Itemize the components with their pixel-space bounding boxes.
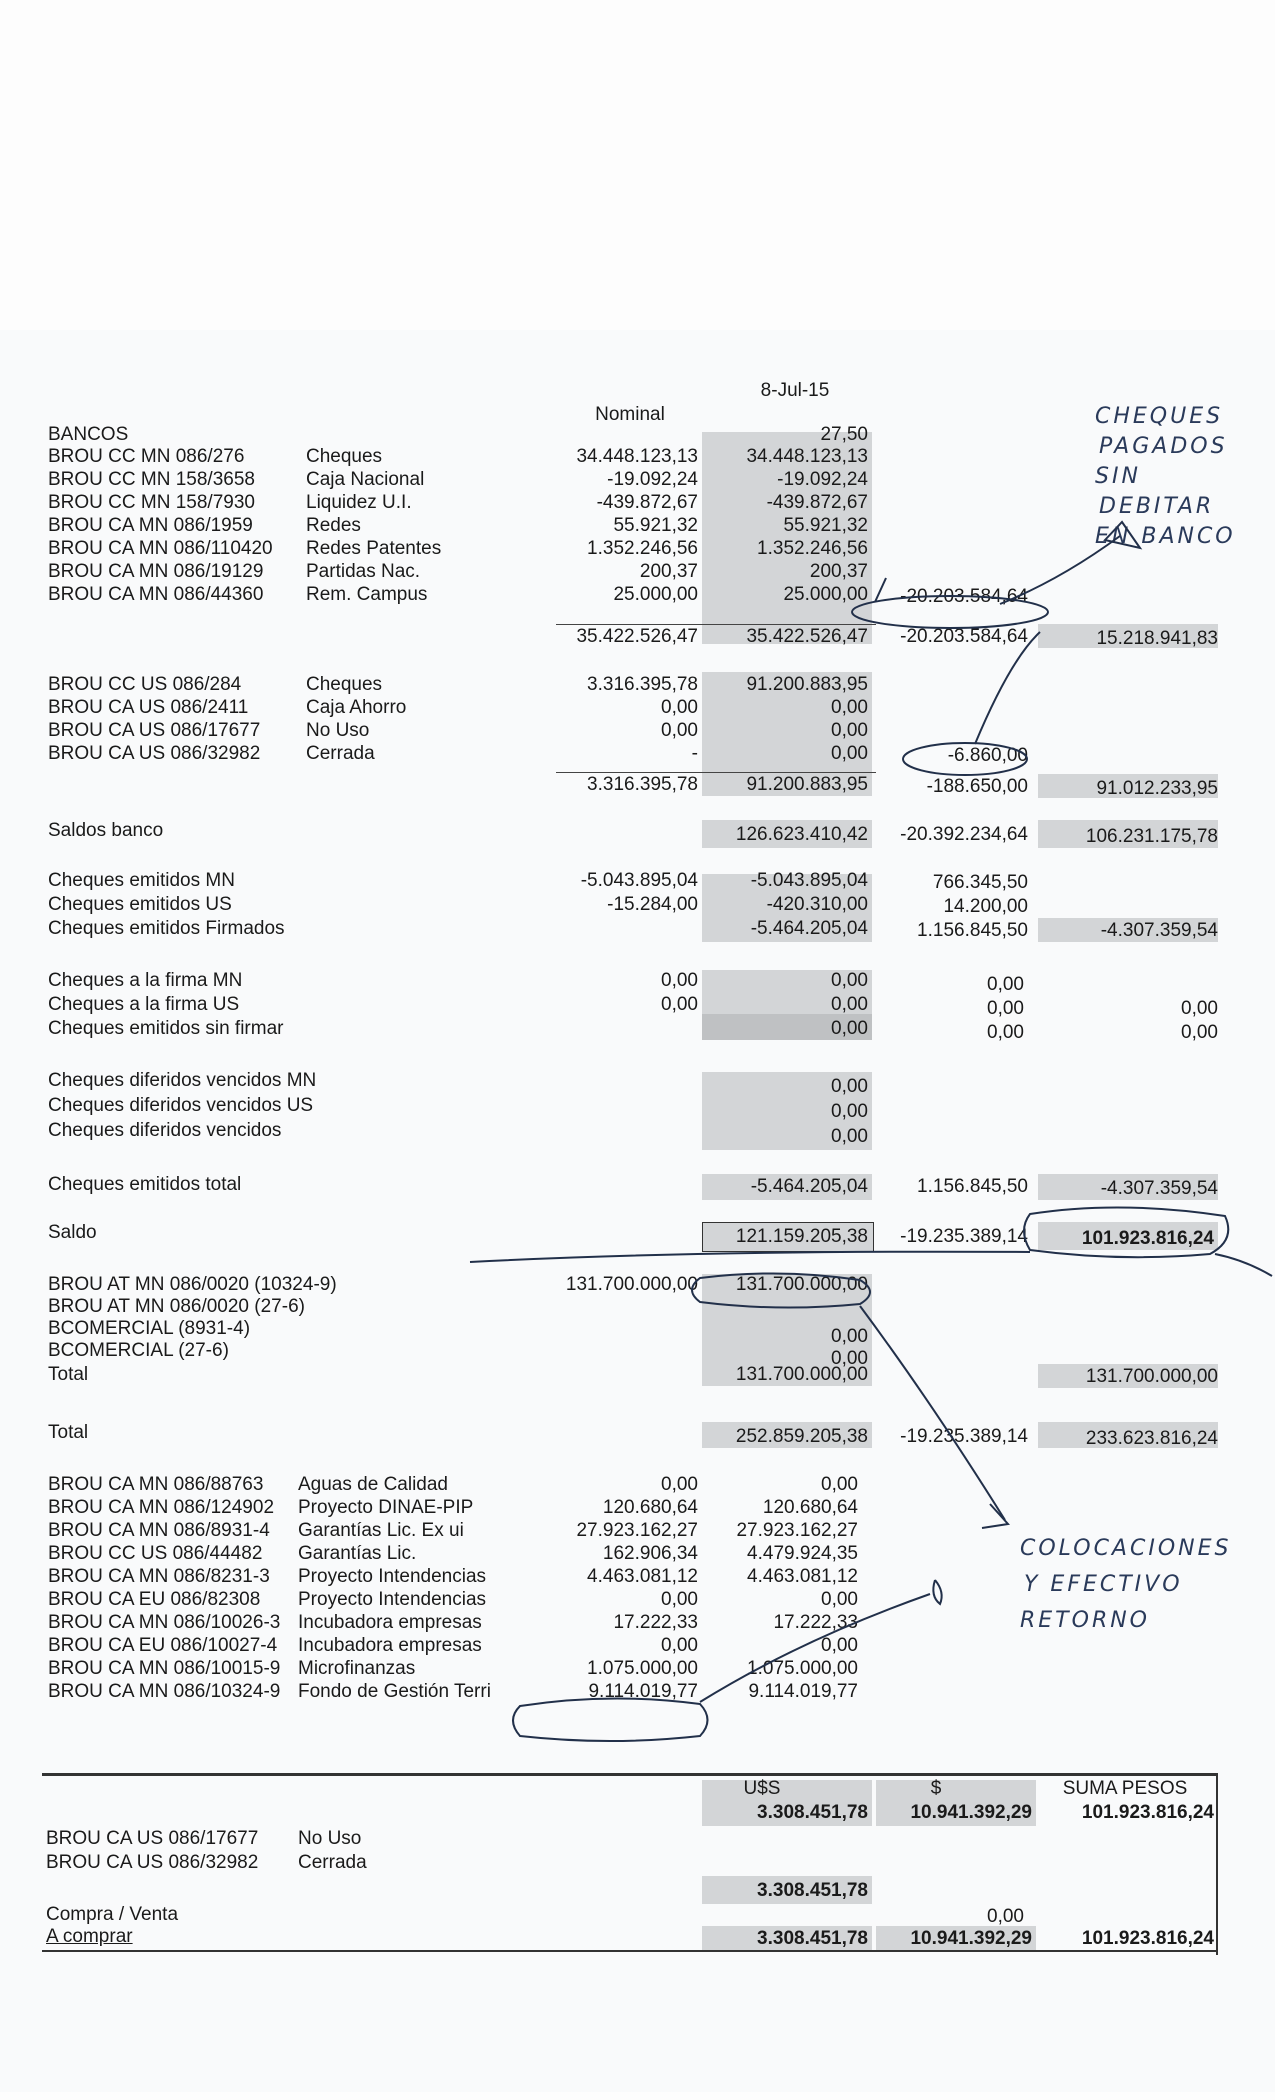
account-desc: Redes Patentes: [306, 538, 442, 559]
nominal-value: 131.700.000,00: [565, 1274, 698, 1295]
pesos-value: 1.352.246,56: [757, 538, 868, 559]
account-code: BROU CA EU 086/82308: [48, 1589, 261, 1610]
account-desc: Partidas Nac.: [306, 561, 421, 582]
pesos-value: 0,00: [831, 697, 868, 718]
pesos-value: 4.463.081,12: [747, 1566, 858, 1587]
a-comprar-label: A comprar: [46, 1926, 133, 1947]
account-code: BROU CA US 086/17677: [46, 1828, 259, 1849]
account-desc: No Uso: [306, 720, 370, 741]
account-code: BROU CA US 086/17677: [48, 720, 261, 741]
pesos-value: 120.680,64: [762, 1497, 858, 1518]
account-desc: Incubadora empresas: [298, 1635, 482, 1656]
nominal-value: 9.114.019,77: [588, 1681, 698, 1702]
cheques-label: Cheques emitidos MN: [48, 870, 235, 891]
account-desc: Cerrada: [306, 743, 375, 764]
bancos-title: BANCOS: [48, 424, 129, 445]
account-code: BROU CA MN 086/10015-9: [48, 1658, 281, 1679]
cheques-label: Cheques emitidos US: [48, 894, 232, 915]
pesos-value: 0,00: [821, 1474, 858, 1495]
account-code: BROU CC MN 158/3658: [48, 469, 255, 490]
handwritten-line: COLOCACIONES: [1020, 1536, 1232, 1561]
account-desc: No Uso: [298, 1828, 362, 1849]
account-code: BROU CC US 086/284: [48, 674, 242, 695]
grand-total-adj: -19.235.389,14: [900, 1426, 1028, 1447]
account-desc: Cheques: [306, 446, 383, 467]
pesos-value: 0,00: [831, 1348, 868, 1369]
nominal-value: 162.906,34: [602, 1543, 698, 1564]
nominal-value: 0,00: [661, 697, 698, 718]
mn-total-adj: -20.203.584,64: [900, 626, 1028, 647]
pesos-value: 17.222,33: [773, 1612, 858, 1633]
account-code: BROU CA MN 086/1959: [48, 515, 253, 536]
pesos-value: 0,00: [831, 720, 868, 741]
cheques-total-label: Cheques emitidos total: [48, 1174, 242, 1195]
grand-total-label: Total: [48, 1422, 89, 1443]
nominal-value: 0,00: [661, 970, 698, 991]
cheques-total-pesos: -5.464.205,04: [750, 1176, 868, 1197]
handwritten-line: PAGADOS: [1099, 434, 1228, 459]
colocaciones-total-label: Total: [48, 1364, 89, 1385]
a-comprar-suma: 101.923.816,24: [1081, 1928, 1214, 1949]
nominal-value: 1.352.246,56: [587, 538, 698, 559]
exchange-rate: 27,50: [820, 424, 868, 445]
nominal-value: 0,00: [661, 1474, 698, 1495]
nominal-header: Nominal: [595, 404, 665, 425]
pesos-value: 0,00: [821, 1635, 858, 1656]
account-desc: Proyecto Intendencias: [298, 1566, 487, 1587]
account-desc: Fondo de Gestión Terri: [298, 1681, 491, 1702]
nominal-value: 4.463.081,12: [587, 1566, 698, 1587]
nominal-value: 0,00: [661, 1589, 698, 1610]
account-desc: Redes: [306, 515, 361, 536]
account-code: BROU CA MN 086/124902: [48, 1497, 275, 1518]
adjustment-value: -6.860,00: [947, 745, 1028, 766]
us-subtotal-line: [556, 772, 876, 773]
handwritten-line: EN BANCO: [1095, 524, 1236, 549]
account-code: BROU CC MN 158/7930: [48, 492, 255, 513]
adjustment-value: -20.203.584,64: [900, 586, 1028, 607]
grand-total-pesos: 252.859.205,38: [735, 1426, 868, 1447]
grand-total-result: 233.623.816,24: [1085, 1428, 1218, 1449]
pesos-value: 27.923.162,27: [736, 1520, 858, 1541]
nominal-value: 1.075.000,00: [587, 1658, 698, 1679]
account-desc: Microfinanzas: [298, 1658, 416, 1679]
us-total-adj: -188.650,00: [926, 776, 1028, 797]
account-desc: Cerrada: [298, 1852, 367, 1873]
account-code: BROU CC US 086/44482: [48, 1543, 263, 1564]
nominal-value: 0,00: [661, 994, 698, 1015]
compra-venta-label: Compra / Venta: [46, 1904, 179, 1925]
cheques-label: Cheques a la firma US: [48, 994, 240, 1015]
mn-total-nominal: 35.422.526,47: [576, 626, 698, 647]
nominal-value: 17.222,33: [613, 1612, 698, 1633]
pesos-value: 91.200.883,95: [746, 674, 868, 695]
nominal-value: -19.092,24: [607, 469, 698, 490]
summary-top-rule: [42, 1774, 1218, 1776]
account-code: BROU CA US 086/2411: [48, 697, 249, 718]
account-desc: Incubadora empresas: [298, 1612, 482, 1633]
nominal-value: 55.921,32: [613, 515, 698, 536]
nominal-value: 0,00: [661, 1635, 698, 1656]
adjustment-value: 766.345,50: [932, 872, 1028, 893]
handwritten-line: RETORNO: [1020, 1608, 1151, 1633]
saldos-banco-adj: -20.392.234,64: [900, 824, 1028, 845]
pesos-value: 0,00: [831, 970, 868, 991]
account-code: BROU CA MN 086/8931-4: [48, 1520, 270, 1541]
saldo-adj: -19.235.389,14: [900, 1226, 1028, 1247]
nominal-value: 3.316.395,78: [587, 674, 698, 695]
pesos-value: -19.092,24: [777, 469, 868, 490]
adjustment-value: 0,00: [987, 998, 1024, 1019]
pesos-value: 55.921,32: [783, 515, 868, 536]
account-desc: Caja Ahorro: [306, 697, 407, 718]
nominal-value: -15.284,00: [607, 894, 698, 915]
pesos-value: 0,00: [821, 1589, 858, 1610]
pesos-value: -439.872,67: [766, 492, 868, 513]
summary-header-pesos: $: [930, 1778, 942, 1799]
pesos-value: 0,00: [831, 1326, 868, 1347]
pesos-value: 25.000,00: [783, 584, 868, 605]
colocacion-label: BROU AT MN 086/0020 (27-6): [48, 1296, 305, 1317]
account-desc: Cheques: [306, 674, 383, 695]
account-code: BROU CA MN 086/8231-3: [48, 1566, 270, 1587]
compra-venta-pesos: 0,00: [987, 1906, 1024, 1927]
account-code: BROU CA EU 086/10027-4: [48, 1635, 278, 1656]
handwritten-line: DEBITAR: [1099, 494, 1215, 519]
pesos-value: 0,00: [831, 1101, 868, 1122]
result-value: 0,00: [1181, 998, 1218, 1019]
adjustment-value: 0,00: [987, 1022, 1024, 1043]
result-value: -4.307.359,54: [1100, 920, 1218, 941]
account-desc: Garantías Lic.: [298, 1543, 417, 1564]
us-total-pesos: 91.200.883,95: [746, 774, 868, 795]
summary-bottom-rule: [42, 1950, 1218, 1952]
summary-top-usd: 3.308.451,78: [757, 1802, 868, 1823]
pesos-value: -420.310,00: [766, 894, 868, 915]
account-code: BROU CA MN 086/88763: [48, 1474, 264, 1495]
us-total-result: 91.012.233,95: [1096, 778, 1218, 799]
account-desc: Caja Nacional: [306, 469, 425, 490]
account-desc: Proyecto Intendencias: [298, 1589, 487, 1610]
summary-header-suma: SUMA PESOS: [1062, 1778, 1188, 1799]
nominal-value: 0,00: [661, 720, 698, 741]
pesos-value: 0,00: [831, 1126, 868, 1147]
cheques-label: Cheques diferidos vencidos US: [48, 1095, 314, 1116]
mn-total-result: 15.218.941,83: [1096, 628, 1218, 649]
saldos-banco-label: Saldos banco: [48, 820, 164, 841]
saldo-label: Saldo: [48, 1222, 97, 1243]
summary-header-usd: U$S: [743, 1778, 781, 1799]
handwritten-line: SIN: [1095, 464, 1141, 489]
summary-mid-usd: 3.308.451,78: [757, 1880, 868, 1901]
pesos-value: 0,00: [831, 1076, 868, 1097]
cheques-total-result: -4.307.359,54: [1100, 1178, 1218, 1199]
account-desc: Rem. Campus: [306, 584, 428, 605]
colocacion-label: BCOMERCIAL (27-6): [48, 1340, 229, 1361]
nominal-value: 120.680,64: [602, 1497, 698, 1518]
cheques-label: Cheques diferidos vencidos: [48, 1120, 282, 1141]
pesos-value: 34.448.123,13: [746, 446, 868, 467]
mn-total-pesos: 35.422.526,47: [746, 626, 868, 647]
saldos-banco-result: 106.231.175,78: [1085, 826, 1218, 847]
pesos-value: 0,00: [831, 743, 868, 764]
account-code: BROU CA MN 086/10026-3: [48, 1612, 281, 1633]
a-comprar-usd: 3.308.451,78: [757, 1928, 868, 1949]
colocaciones-total-pesos: 131.700.000,00: [735, 1364, 868, 1385]
summary-top-suma: 101.923.816,24: [1081, 1802, 1214, 1823]
account-desc: Proyecto DINAE-PIP: [298, 1497, 474, 1518]
us-total-nominal: 3.316.395,78: [587, 774, 698, 795]
account-code: BROU CA US 086/32982: [46, 1852, 259, 1873]
adjustment-value: 1.156.845,50: [917, 920, 1028, 941]
nominal-value: -: [691, 743, 698, 764]
account-code: BROU CA MN 086/110420: [48, 538, 273, 559]
nominal-value: 34.448.123,13: [576, 446, 698, 467]
pesos-value: 0,00: [831, 1018, 868, 1039]
colocacion-label: BCOMERCIAL (8931-4): [48, 1318, 251, 1339]
adjustment-value: 0,00: [987, 974, 1024, 995]
nominal-value: -439.872,67: [596, 492, 698, 513]
account-desc: Aguas de Calidad: [298, 1474, 448, 1495]
cheques-label: Cheques a la firma MN: [48, 970, 243, 991]
account-code: BROU CA US 086/32982: [48, 743, 261, 764]
account-code: BROU CA MN 086/19129: [48, 561, 264, 582]
nominal-value: -5.043.895,04: [580, 870, 698, 891]
pesos-value: 9.114.019,77: [748, 1681, 858, 1702]
pesos-value: -5.464.205,04: [750, 918, 868, 939]
nominal-value: 200,37: [639, 561, 698, 582]
adjustment-value: 14.200,00: [943, 896, 1028, 917]
result-value: 0,00: [1181, 1022, 1218, 1043]
account-code: BROU CA MN 086/44360: [48, 584, 264, 605]
colocacion-label: BROU AT MN 086/0020 (10324-9): [48, 1274, 337, 1295]
pesos-value: 4.479.924,35: [747, 1543, 858, 1564]
nominal-value: 27.923.162,27: [576, 1520, 698, 1541]
account-code: BROU CC MN 086/276: [48, 446, 245, 467]
pesos-value: 0,00: [831, 994, 868, 1015]
cheques-label: Cheques emitidos sin firmar: [48, 1018, 284, 1039]
cheques-label: Cheques emitidos Firmados: [48, 918, 285, 939]
summary-top-pesos: 10.941.392,29: [910, 1802, 1032, 1823]
pesos-value: 200,37: [809, 561, 868, 582]
mn-subtotal-line: [556, 624, 876, 625]
a-comprar-pesos: 10.941.392,29: [910, 1928, 1032, 1949]
handwritten-line: CHEQUES: [1095, 404, 1224, 429]
account-desc: Garantías Lic. Ex ui: [298, 1520, 464, 1541]
pesos-value: -5.043.895,04: [750, 870, 868, 891]
report-date: 8-Jul-15: [760, 380, 830, 401]
pesos-value: 131.700.000,00: [735, 1274, 868, 1295]
account-desc: Liquidez U.I.: [306, 492, 412, 513]
saldo-pesos: 121.159.205,38: [735, 1226, 868, 1247]
account-code: BROU CA MN 086/10324-9: [48, 1681, 281, 1702]
pesos-value: 1.075.000,00: [747, 1658, 858, 1679]
saldos-banco-pesos: 126.623.410,42: [735, 824, 868, 845]
cheques-label: Cheques diferidos vencidos MN: [48, 1070, 317, 1091]
colocaciones-total-result: 131.700.000,00: [1085, 1366, 1218, 1387]
saldo-result: 101.923.816,24: [1081, 1228, 1214, 1249]
nominal-value: 25.000,00: [613, 584, 698, 605]
handwritten-line: Y EFECTIVO: [1024, 1572, 1183, 1597]
cheques-total-adj: 1.156.845,50: [917, 1176, 1028, 1197]
